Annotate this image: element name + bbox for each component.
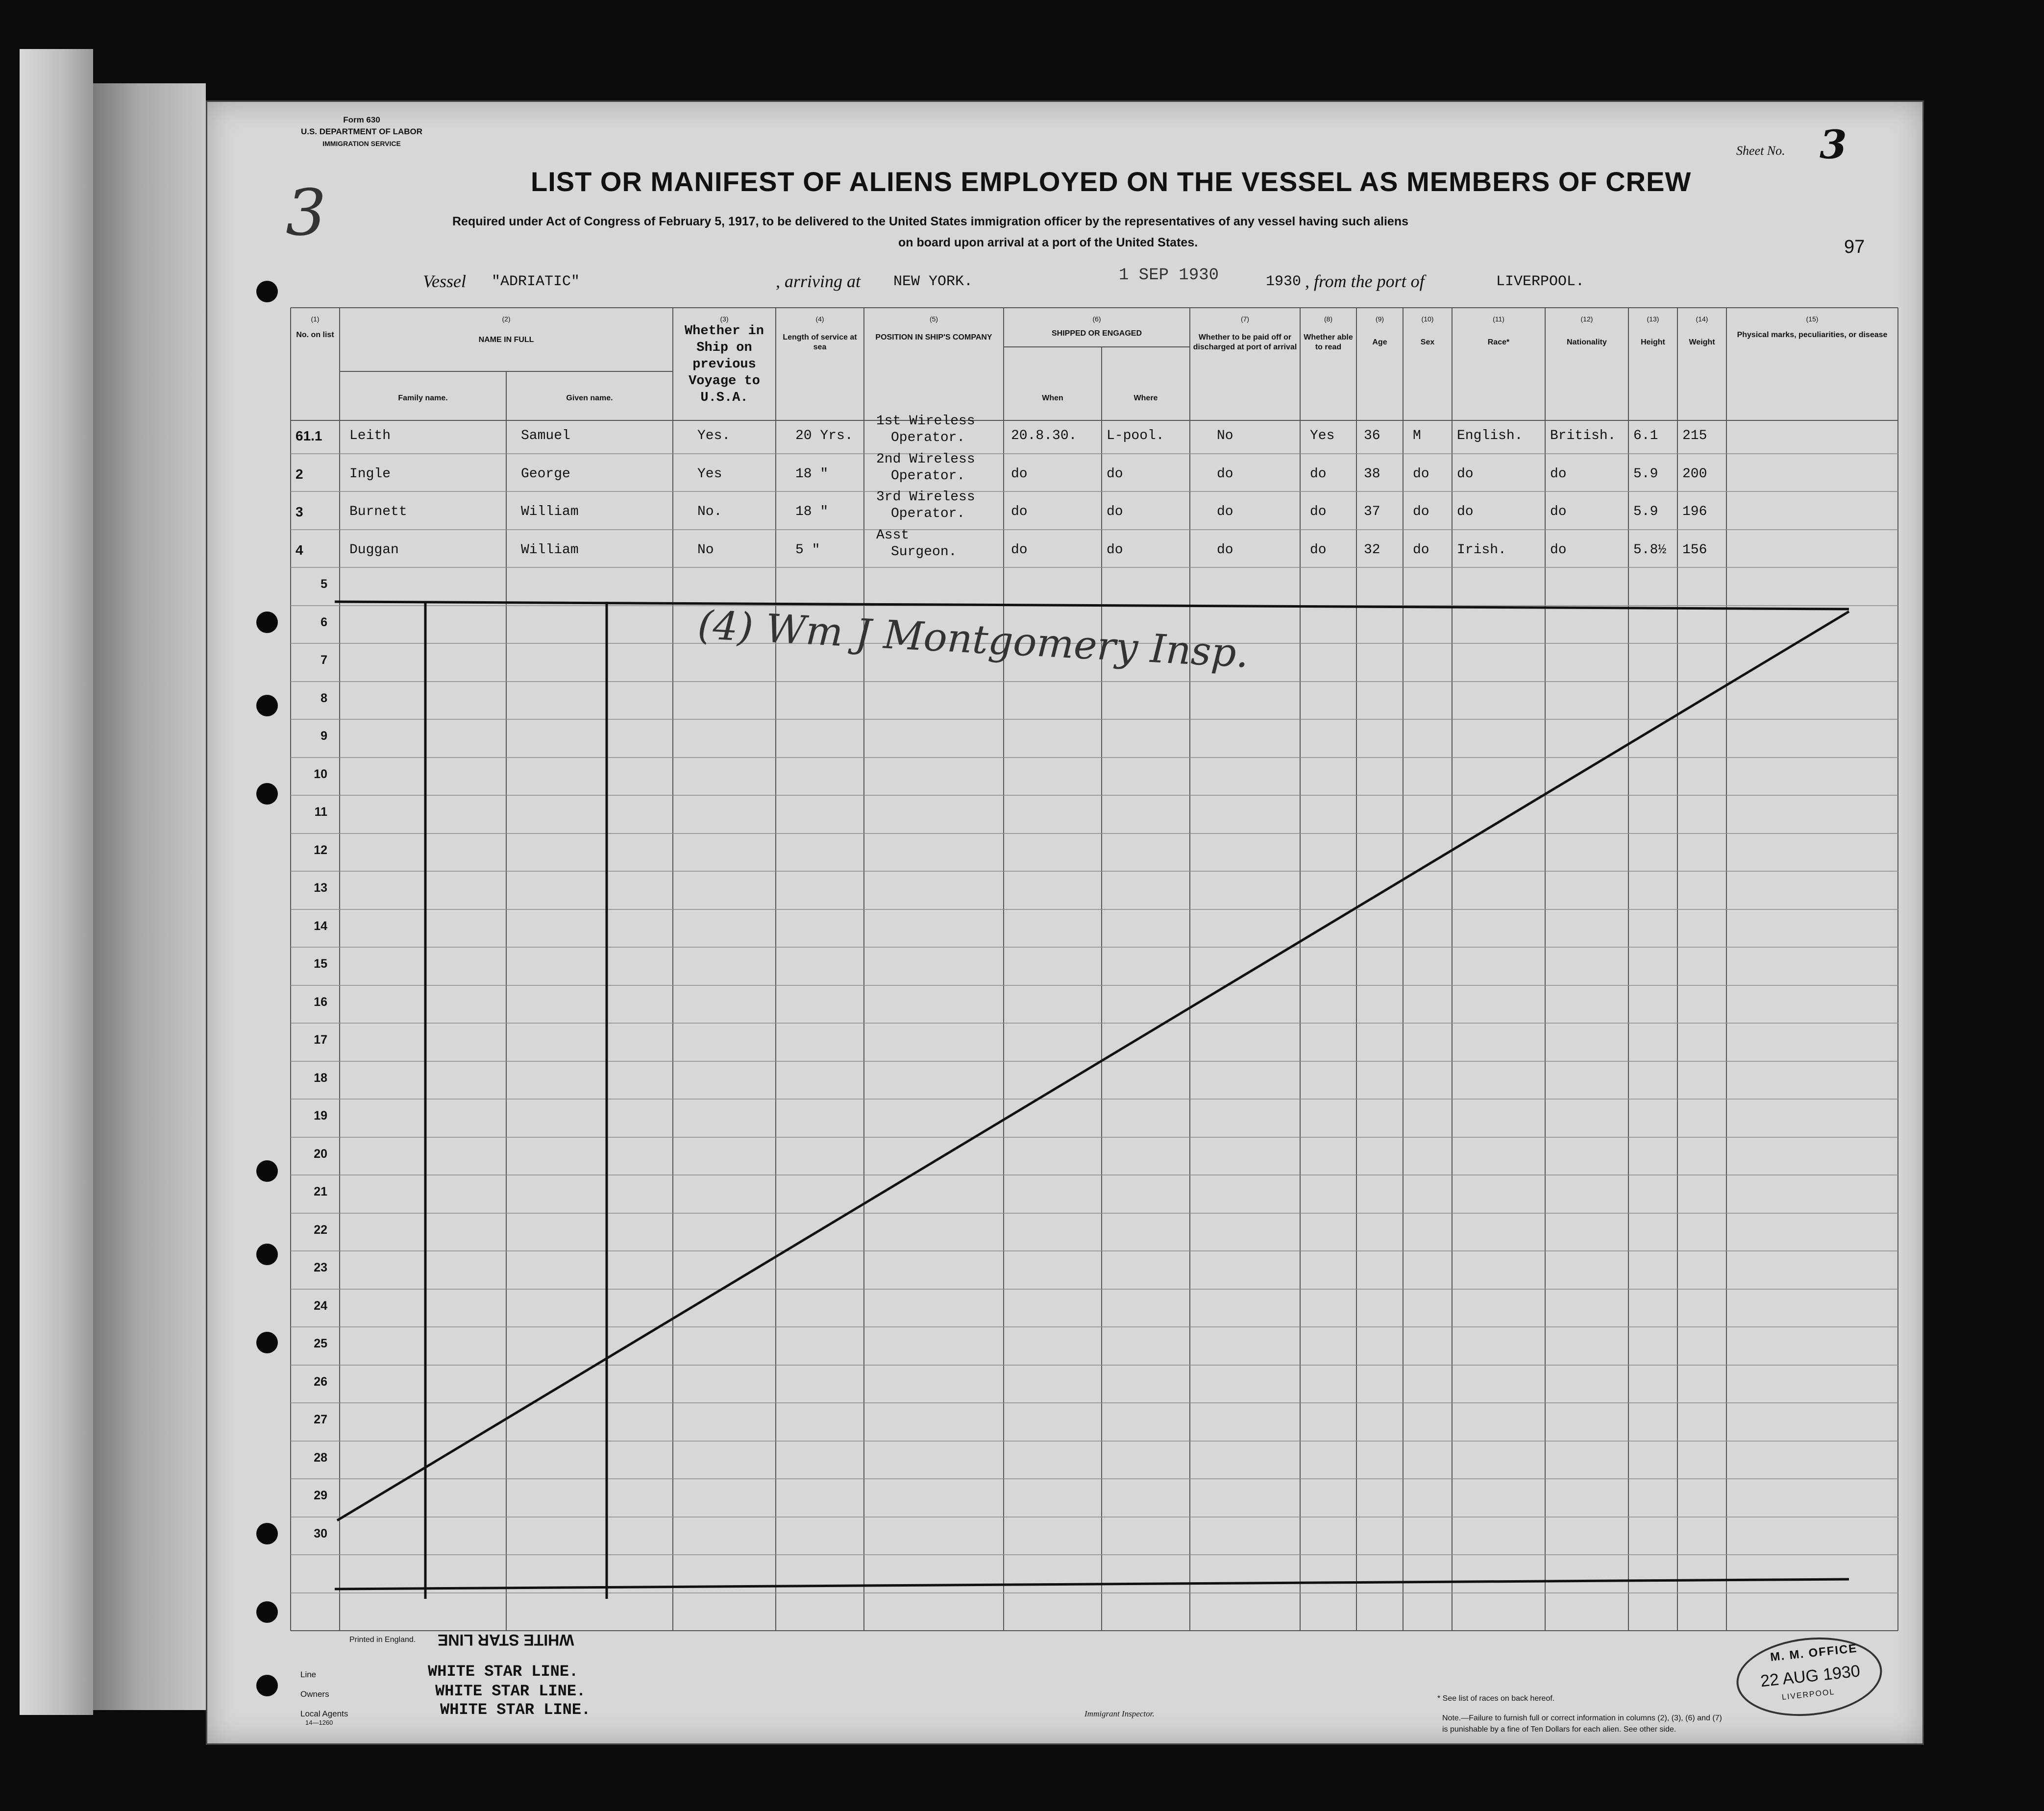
race: English. bbox=[1457, 428, 1523, 443]
when-header: When bbox=[1042, 394, 1063, 402]
age: 32 bbox=[1364, 542, 1380, 558]
empty-row-number: 21 bbox=[314, 1185, 327, 1199]
able-to-read: do bbox=[1310, 504, 1327, 519]
row-number: 2 bbox=[296, 466, 303, 482]
inspector-annotation: (4) Wm J Montgomery Insp. bbox=[696, 602, 1250, 677]
previous-voyage: No bbox=[697, 542, 714, 558]
arriving-port: NEW YORK. bbox=[893, 273, 973, 290]
ship-position: Surgeon. bbox=[891, 544, 957, 560]
col-7-header: (7) Whether to be paid off or discharged at port of arrival bbox=[1193, 315, 1297, 351]
col-11-header: (11) Race* bbox=[1487, 315, 1510, 346]
fine-note-2: is punishable by a fine of Ten Dollars for each alien. See other side. bbox=[1442, 1725, 1676, 1734]
col-5-header: (5) POSITION IN SHIP'S COMPANY bbox=[875, 315, 992, 342]
family-name: Ingle bbox=[349, 466, 391, 482]
height: 5.9 bbox=[1633, 466, 1658, 482]
where-header: Where bbox=[1133, 394, 1158, 402]
empty-row-number: 20 bbox=[314, 1147, 327, 1161]
empty-row-number: 25 bbox=[314, 1337, 327, 1350]
weight: 156 bbox=[1682, 542, 1707, 558]
height: 5.9 bbox=[1633, 504, 1658, 519]
col-2-header: (2) NAME IN FULL bbox=[478, 315, 534, 344]
shipped-where: do bbox=[1107, 466, 1123, 482]
col-8-header: (8) Whether able to read bbox=[1304, 315, 1353, 351]
races-note: * See list of races on back hereof. bbox=[1437, 1694, 1555, 1703]
empty-row-number: 6 bbox=[320, 615, 327, 629]
empty-row-number: 19 bbox=[314, 1109, 327, 1123]
family-name: Burnett bbox=[349, 504, 407, 519]
empty-row-number: 27 bbox=[314, 1413, 327, 1426]
mirrored-stamp: WHITE STAR LINE bbox=[438, 1631, 574, 1649]
able-to-read: do bbox=[1310, 466, 1327, 482]
subtitle-line-1: Required under Act of Congress of February 5, 1917, to be delivered to the United States immigration officer by the representatives of any vessel having such aliens bbox=[452, 215, 1408, 228]
page-mark: 97 bbox=[1844, 237, 1865, 257]
department: U.S. DEPARTMENT OF LABOR bbox=[300, 127, 423, 136]
date-stamp: 1 SEP 1930 bbox=[1119, 266, 1219, 285]
form-code: 14—1260 bbox=[305, 1719, 333, 1726]
paid-off: do bbox=[1217, 504, 1233, 519]
race: Irish. bbox=[1457, 542, 1506, 558]
length-of-service: 18 " bbox=[795, 466, 829, 482]
length-of-service: 18 " bbox=[795, 504, 829, 519]
manifest-page bbox=[206, 100, 1924, 1745]
page-title: LIST OR MANIFEST OF ALIENS EMPLOYED ON THE VESSEL AS MEMBERS OF CREW bbox=[531, 166, 1692, 197]
height: 6.1 bbox=[1633, 428, 1658, 443]
empty-row-number: 17 bbox=[314, 1033, 327, 1047]
sex: do bbox=[1413, 542, 1429, 558]
binder-edge-inner bbox=[93, 83, 206, 1710]
empty-row-number: 18 bbox=[314, 1071, 327, 1085]
corner-mark: 3 bbox=[286, 175, 326, 250]
length-of-service: 20 Yrs. bbox=[795, 428, 853, 443]
nationality: British. bbox=[1550, 428, 1616, 443]
able-to-read: Yes bbox=[1310, 428, 1335, 443]
line-label: Line bbox=[300, 1670, 317, 1679]
ship-position: Asst bbox=[876, 528, 910, 543]
row-number: 4 bbox=[296, 542, 303, 558]
shipped-where: L-pool. bbox=[1107, 428, 1164, 443]
agents-value: WHITE STAR LINE. bbox=[440, 1701, 591, 1719]
able-to-read: do bbox=[1310, 542, 1327, 558]
ship-position: Operator. bbox=[891, 468, 965, 484]
form-number: Form 630 bbox=[343, 115, 380, 124]
subtitle-line-2: on board upon arrival at a port of the United States. bbox=[898, 236, 1198, 249]
previous-voyage: No. bbox=[697, 504, 722, 519]
weight: 200 bbox=[1682, 466, 1707, 482]
sheet-label: Sheet No. bbox=[1736, 144, 1785, 158]
col-13-header: (13) Height bbox=[1641, 315, 1665, 346]
arriving-label: , arriving at bbox=[776, 271, 861, 291]
ship-position: Operator. bbox=[891, 430, 965, 445]
empty-row-number: 23 bbox=[314, 1261, 327, 1274]
owners-value: WHITE STAR LINE. bbox=[435, 1682, 586, 1700]
col-4-header: (4) Length of service at sea bbox=[783, 315, 857, 351]
age: 36 bbox=[1364, 428, 1380, 443]
given-name: Samuel bbox=[521, 428, 570, 443]
shipped-when: do bbox=[1011, 466, 1028, 482]
shipped-when: do bbox=[1011, 504, 1028, 519]
family-name-header: Family name. bbox=[398, 394, 448, 402]
col-3-header: (3) Whether in Ship on previous Voyage to U.S.A. bbox=[684, 315, 764, 405]
empty-row-number: 10 bbox=[314, 767, 327, 781]
empty-row-number: 12 bbox=[314, 843, 327, 857]
empty-row-number: 11 bbox=[314, 805, 327, 819]
empty-row-number: 24 bbox=[314, 1298, 327, 1313]
sex: do bbox=[1413, 466, 1429, 482]
fine-note-1: Note.—Failure to furnish full or correct information in columns (2), (3), (6) and (7) bbox=[1442, 1714, 1722, 1722]
service: IMMIGRATION SERVICE bbox=[322, 140, 401, 147]
previous-voyage: Yes. bbox=[697, 428, 731, 443]
binder-edge bbox=[20, 49, 93, 1715]
empty-row-number: 14 bbox=[314, 919, 327, 933]
col-1-header: (1) No. on list bbox=[296, 315, 334, 339]
sex: do bbox=[1413, 504, 1429, 519]
sheet-number: 3 bbox=[1820, 122, 1847, 168]
empty-row-number: 15 bbox=[314, 957, 327, 971]
vessel-label: Vessel bbox=[423, 271, 466, 291]
sex: M bbox=[1413, 428, 1421, 443]
col-15-header: (15) Physical marks, peculiarities, or disease bbox=[1737, 315, 1888, 339]
given-name: George bbox=[521, 466, 570, 482]
shipped-where: do bbox=[1107, 542, 1123, 558]
given-name: William bbox=[521, 542, 579, 558]
paid-off: do bbox=[1217, 542, 1233, 558]
agents-label: Local Agents bbox=[300, 1709, 348, 1718]
empty-row-number: 29 bbox=[314, 1489, 327, 1502]
empty-row-number: 30 bbox=[314, 1526, 327, 1541]
empty-row-number: 13 bbox=[314, 881, 327, 895]
paid-off: do bbox=[1217, 466, 1233, 482]
shipped-where: do bbox=[1107, 504, 1123, 519]
age: 38 bbox=[1364, 466, 1380, 482]
empty-row-number: 22 bbox=[314, 1223, 327, 1237]
empty-row-number: 5 bbox=[320, 577, 327, 591]
line-value: WHITE STAR LINE. bbox=[428, 1663, 579, 1681]
ship-position: Operator. bbox=[891, 506, 965, 521]
weight: 196 bbox=[1682, 504, 1707, 519]
previous-voyage: Yes bbox=[697, 466, 722, 482]
paid-off: No bbox=[1217, 428, 1233, 443]
col-12-header: (12) Nationality bbox=[1567, 315, 1607, 346]
empty-row-number: 26 bbox=[314, 1374, 327, 1389]
row-number: 3 bbox=[296, 504, 303, 519]
empty-row-number: 28 bbox=[314, 1450, 327, 1465]
from-port: LIVERPOOL. bbox=[1496, 273, 1585, 290]
owners-label: Owners bbox=[300, 1689, 329, 1699]
family-name: Leith bbox=[349, 428, 391, 443]
weight: 215 bbox=[1682, 428, 1707, 443]
nationality: do bbox=[1550, 466, 1567, 482]
given-name: William bbox=[521, 504, 579, 519]
shipped-when: do bbox=[1011, 542, 1028, 558]
col-14-header: (14) Weight bbox=[1689, 315, 1715, 346]
table-grid bbox=[207, 102, 1922, 1743]
col-10-header: (10) Sex bbox=[1420, 315, 1435, 346]
vessel-name: "ADRIATIC" bbox=[492, 273, 580, 290]
nationality: do bbox=[1550, 504, 1567, 519]
ship-position: 1st Wireless bbox=[876, 414, 975, 429]
voyage-year: 1930 bbox=[1266, 273, 1302, 290]
col-6-header: (6) SHIPPED OR ENGAGED bbox=[1051, 315, 1142, 338]
given-name-header: Given name. bbox=[566, 394, 613, 402]
from-label: , from the port of bbox=[1305, 271, 1425, 291]
row-number: 61.1 bbox=[296, 428, 322, 443]
family-name: Duggan bbox=[349, 542, 399, 558]
ship-position: 2nd Wireless bbox=[876, 452, 975, 467]
shipped-when: 20.8.30. bbox=[1011, 428, 1077, 443]
empty-row-number: 7 bbox=[320, 653, 327, 667]
printed-note: Printed in England. bbox=[349, 1636, 416, 1644]
height: 5.8½ bbox=[1633, 542, 1667, 558]
empty-row-number: 9 bbox=[320, 729, 327, 743]
col-9-header: (9) Age bbox=[1372, 315, 1387, 346]
age: 37 bbox=[1364, 504, 1380, 519]
empty-row-number: 16 bbox=[314, 995, 327, 1009]
race: do bbox=[1457, 504, 1474, 519]
empty-row-number: 8 bbox=[320, 691, 327, 705]
nationality: do bbox=[1550, 542, 1567, 558]
ship-position: 3rd Wireless bbox=[876, 489, 975, 505]
office-stamp: M. M. OFFICE 22 AUG 1930 LIVERPOOL bbox=[1733, 1631, 1886, 1723]
inspector-label: Immigrant Inspector. bbox=[1084, 1709, 1155, 1718]
length-of-service: 5 " bbox=[795, 542, 820, 558]
race: do bbox=[1457, 466, 1474, 482]
